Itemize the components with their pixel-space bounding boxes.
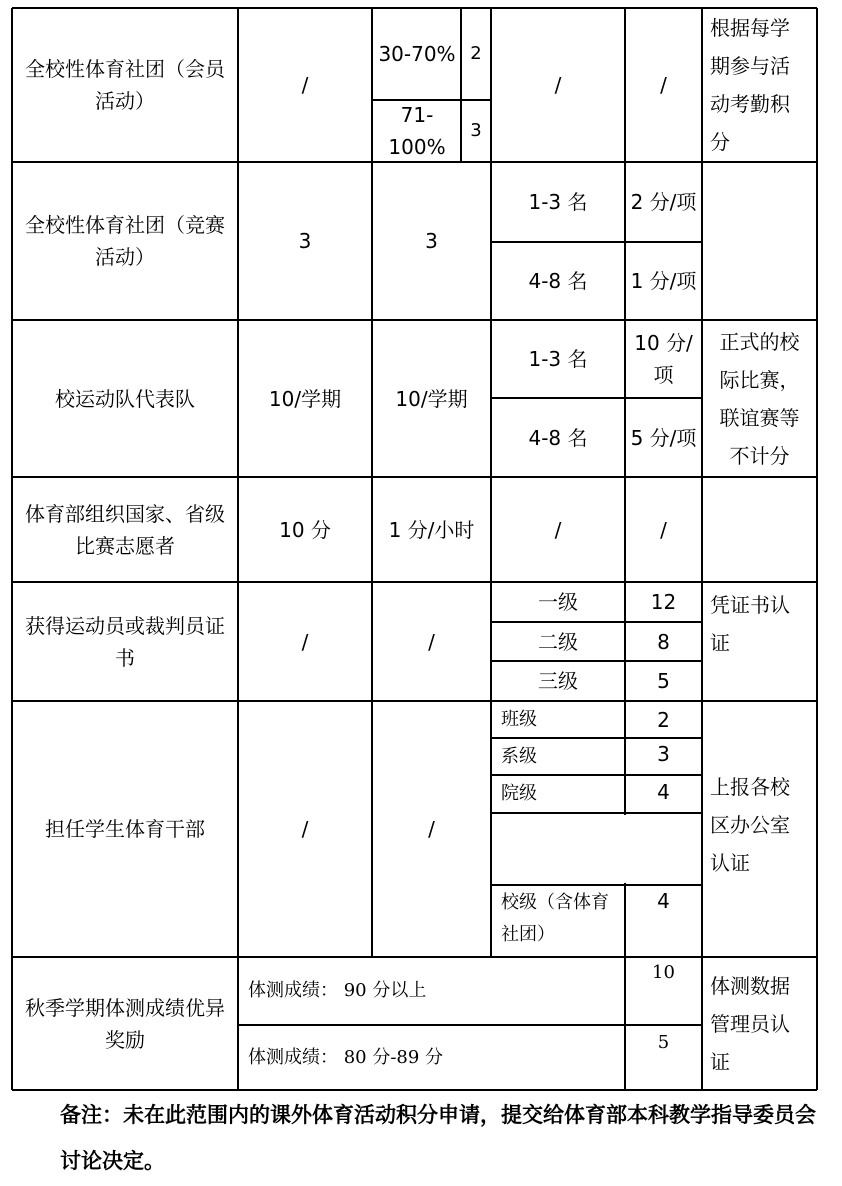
cadre-level-3-score: 4 <box>657 780 670 804</box>
club-competition-rank-1: 1-3 名 <box>528 190 588 214</box>
cadre-item: 担任学生体育干部 <box>45 817 205 841</box>
cadre-level-1: 班级 <box>501 708 537 730</box>
fitness-tier-1-score: 10 <box>652 962 675 983</box>
certificate-level-2-score: 8 <box>657 629 670 654</box>
volunteer-col5: / <box>660 517 667 542</box>
cadre-col2: / <box>301 817 309 841</box>
school-team-col2: 10/学期 <box>268 386 342 411</box>
cadre-remark: 上报各校区办公室认证 <box>710 775 790 875</box>
fitness-tier-2-score: 5 <box>657 1032 670 1053</box>
club-competition-col3: 3 <box>425 229 438 253</box>
cadre-level-4-score: 4 <box>657 889 670 913</box>
cadre-level-2-score: 3 <box>657 742 670 766</box>
fitness-remark: 体测数据管理员认证 <box>710 973 790 1074</box>
school-team-remark: 正式的校际比赛，联谊赛等不计分 <box>719 329 800 468</box>
footnote-remark: 备注：未在此范围内的课外体育活动积分申请，提交给体育部本科教学指导委员会讨论决定。 <box>60 1103 816 1173</box>
certificate-level-1-score: 12 <box>650 590 677 614</box>
volunteer-col4: / <box>554 517 562 542</box>
club-competition-item: 全校性体育社团（竞赛活动） <box>25 213 225 269</box>
cadre-level-3: 院级 <box>501 783 537 804</box>
club-member-range-2-score: 3 <box>470 120 482 141</box>
club-member-item: 全校性体育社团（会员活动） <box>25 57 225 113</box>
certificate-level-1: 一级 <box>538 590 578 614</box>
fitness-tier-2: 体测成绩： 80 分-89 分 <box>248 1046 444 1068</box>
school-team-rank-1: 1-3 名 <box>528 347 588 371</box>
school-team-rank-1-score: 10 分/项 <box>634 331 693 387</box>
cadre-level-1-score: 2 <box>657 707 670 732</box>
club-member-range-1: 30-70% <box>378 42 456 66</box>
club-competition-rank-2-score: 1 分/项 <box>630 269 697 293</box>
club-competition-rank-2: 4-8 名 <box>528 269 588 293</box>
volunteer-item: 体育部组织国家、省级比赛志愿者 <box>25 501 225 558</box>
club-member-remark: 根据每学期参与活动考勤积分 <box>710 16 790 154</box>
cadre-level-2: 系级 <box>501 745 537 767</box>
school-team-item: 校运动队代表队 <box>55 386 195 411</box>
certificate-level-3: 三级 <box>538 669 578 693</box>
club-member-range-1-score: 2 <box>470 43 482 64</box>
volunteer-col2: 10 分 <box>279 517 331 542</box>
club-member-col2: / <box>301 73 309 97</box>
certificate-level-3-score: 5 <box>657 669 670 693</box>
club-competition-col2: 3 <box>298 229 312 253</box>
fitness-item: 秋季学期体测成绩优异奖励 <box>25 995 225 1052</box>
certificate-item: 获得运动员或裁判员证书 <box>25 613 225 670</box>
school-team-col3: 10/学期 <box>395 386 468 411</box>
club-member-col4: / <box>554 73 562 97</box>
certificate-col2: / <box>301 629 309 654</box>
cadre-level-4: 校级（含体育社团） <box>501 892 609 945</box>
certificate-level-2: 二级 <box>538 629 578 654</box>
certificate-col3: / <box>428 629 435 654</box>
fitness-tier-1: 体测成绩： 90 分以上 <box>248 980 427 1001</box>
club-competition-rank-1-score: 2 分/项 <box>630 190 697 214</box>
certificate-remark: 凭证书认证 <box>710 593 790 655</box>
club-member-col5: / <box>660 73 667 97</box>
volunteer-col3: 1 分/小时 <box>388 517 475 542</box>
school-team-rank-2: 4-8 名 <box>528 425 588 450</box>
club-member-range-2: 71-100% <box>388 103 446 159</box>
school-team-rank-2-score: 5 分/项 <box>630 425 697 450</box>
redacted-area <box>493 815 664 883</box>
cadre-col3: / <box>428 817 435 841</box>
